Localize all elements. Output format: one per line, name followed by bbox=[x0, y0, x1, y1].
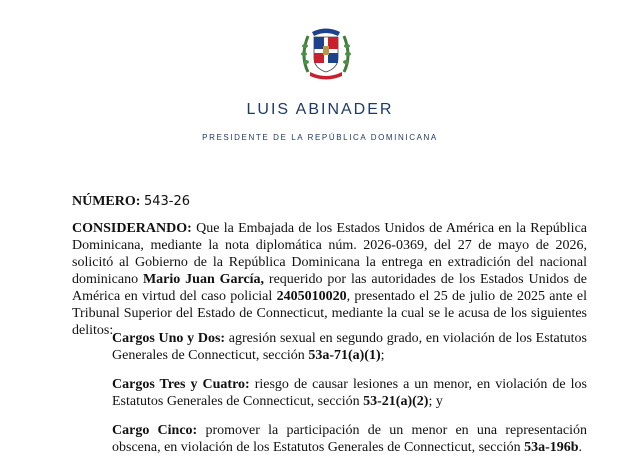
charge-end: ; bbox=[380, 348, 385, 363]
decree-number-label: NÚMERO: bbox=[72, 194, 141, 209]
decree-number bbox=[72, 193, 587, 210]
charge-label: Cargos Uno y Dos: bbox=[112, 331, 226, 346]
charge-label: Cargo Cinco: bbox=[112, 423, 198, 438]
considerando-text-3: , presentado el 25 de julio de 2025 ante el Tribunal Superior del Estado de Connecticut, mediante la cual se le acusa de los siguientes delitos: bbox=[72, 289, 587, 338]
issuer-title: PRESIDENTE DE LA REPÚBLICA DOMINICANA bbox=[202, 133, 438, 142]
charge-item bbox=[112, 422, 587, 456]
case-number: 2405010020 bbox=[276, 289, 347, 304]
charge-text: agresión sexual en segundo grado, en violación de los Estatutos Generales de Connecticut, sección bbox=[112, 331, 588, 363]
considerando-text-2: requerido por las autoridades de los Estados Unidos de América en virtud del caso policial bbox=[72, 272, 587, 304]
charge-section: 53a-71(a)(1) bbox=[308, 348, 381, 363]
charge-section: 53a-196b bbox=[524, 440, 579, 455]
charge-text: riesgo de causar lesiones a un menor, en violación de los Estatutos Generales de Connecticut, sección bbox=[112, 377, 587, 409]
dominican-coat-of-arms-icon bbox=[296, 22, 356, 82]
considerando-text-1: Que la Embajada de los Estados Unidos de América en la República Dominicana, mediante la nota diplomática núm. 2026-0369, del 27 de mayo de 2026, solicitó al Gobierno de la República Dominicana la entrega en extradición del nacional dominicano bbox=[72, 221, 587, 287]
charge-item bbox=[112, 330, 587, 364]
requested-person-name: Mario Juan García, bbox=[142, 272, 265, 287]
issuer-name: LUIS ABINADER bbox=[246, 101, 394, 118]
charge-section: 53-21(a)(2) bbox=[363, 394, 429, 409]
considerando-label: CONSIDERANDO: bbox=[72, 221, 192, 236]
charge-text: promover la participación de un menor en una representación obscena, en violación de los Estatutos Generales de Connecticut, sección bbox=[112, 423, 587, 455]
decree-number-value: 543-26 bbox=[143, 194, 190, 209]
charge-label: Cargos Tres y Cuatro: bbox=[112, 377, 250, 392]
considerando-paragraph bbox=[72, 220, 587, 339]
charge-end: ; y bbox=[428, 394, 443, 409]
charge-end: . bbox=[578, 440, 583, 455]
charge-item bbox=[112, 376, 587, 410]
